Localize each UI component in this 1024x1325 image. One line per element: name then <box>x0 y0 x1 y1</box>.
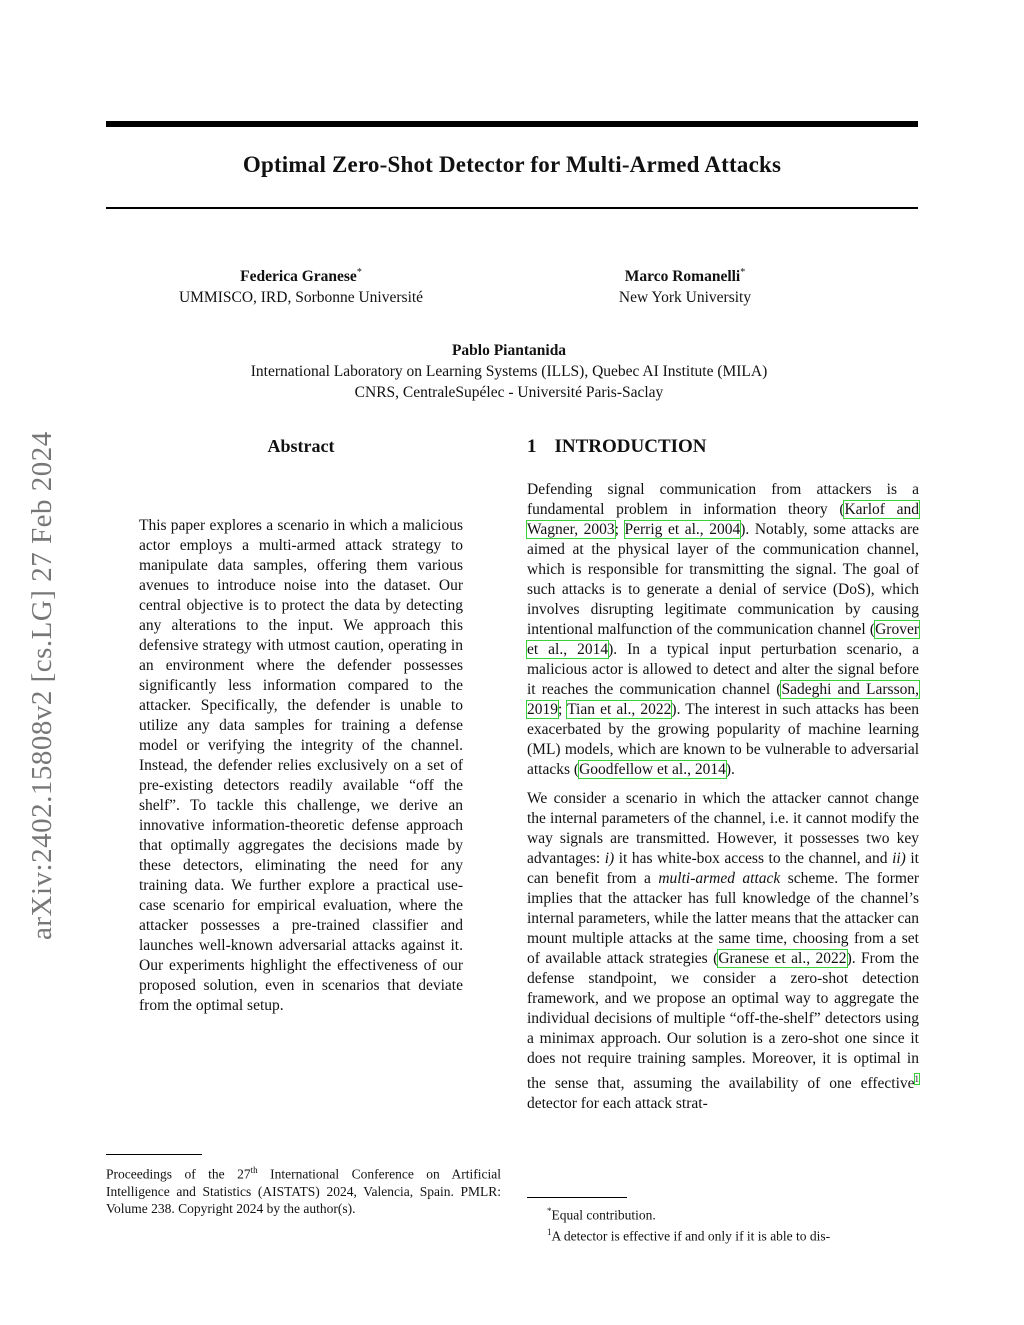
author-block-granese <box>146 262 456 308</box>
paper-title: Optimal Zero-Shot Detector for Multi-Armed Attacks <box>242 152 782 177</box>
citation-link[interactable]: Karlof and Wagner, 2003 <box>527 501 919 538</box>
author-affiliation: International Laboratory on Learning Systems (ILLS), Quebec AI Institute (MILA) <box>250 363 768 380</box>
author-affiliation: CNRS, CentraleSupélec - Université Paris-Saclay <box>354 384 664 401</box>
footnotes <box>527 1203 919 1244</box>
footnote-rule <box>527 1197 627 1198</box>
author-block-romanelli <box>580 262 790 308</box>
footnote-rule <box>106 1154 202 1155</box>
section-title-text: INTRODUCTION <box>554 436 707 457</box>
author-name: Pablo Piantanida <box>451 342 567 359</box>
citation-link[interactable]: Goodfellow et al., 2014 <box>579 761 726 778</box>
introduction-body <box>527 480 919 1123</box>
footnote-1: $^1$A detector is effective if and only if it is able to dis- <box>547 1226 831 1243</box>
section-heading-introduction <box>527 436 919 458</box>
citation-link[interactable]: Grover et al., 2014 <box>527 621 919 658</box>
author-name: Federica Granese* <box>240 267 362 286</box>
title-top-rule <box>106 121 918 127</box>
author-block-piantanida <box>106 340 912 403</box>
citation-link[interactable]: Tian et al., 2022 <box>567 701 672 718</box>
citation-link[interactable]: Sadeghi and Larsson, 2019 <box>527 681 920 718</box>
proceedings-note: Proceedings of the 27th International Conference on Artificial Intelligence and Statistics (AISTATS) 2024, Valencia, Spain. PMLR: Volume 238. Copyright 2024 by the author(s). <box>106 1165 501 1216</box>
author-affiliation: New York University <box>618 289 752 307</box>
title-bottom-rule <box>106 207 918 209</box>
footnote-equal-contribution: *Equal contribution. <box>547 1206 656 1223</box>
citation-link[interactable]: Granese et al., 2022 <box>718 950 847 967</box>
footnote-link[interactable]: 1 <box>914 1074 919 1084</box>
author-affiliation: UMMISCO, IRD, Sorbonne Université <box>178 289 424 307</box>
intro-paragraph-1: Defending signal communication from attackers is a fundamental problem in information theory (Karlof and Wagner, 2003; Perrig et al., 2004). Notably, some attacks are aimed at the physical layer of the communication channel, which is responsible for transmitting the signal. The goal of such attacks is to generate a denial of service (DoS), which involves disrupting legitimate communication by causing intentional malfunction of the communication channel (Grover et al., 2014). In a typical input perturbation scenario, a malicious actor is allowed to detect and alter the signal before it reaches the communication channel (Sadeghi and Larsson, 2019; Tian et al., 2022). The interest in such attacks has been exacerbated by the growing popularity of machine learning (ML) models, which are known to be vulnerable to adversarial attacks (Goodfellow et al., 2014). <box>527 481 920 778</box>
citation-link[interactable]: Perrig et al., 2004 <box>624 521 741 538</box>
intro-paragraph-2: We consider a scenario in which the attacker cannot change the internal parameters of the channel, i.e. it cannot modify the way signals are transmitted. However, it possesses two key advantages: i) it has white-box access to the channel, and ii) it can benefit from a multi-armed attack scheme. The former implies that the attacker has full knowledge of the channel’s internal parameters, while the latter means that the attacker can mount multiple attacks at the same time, choosing from a set of available attack strategies (Granese et al., 2022). From the defense standpoint, we consider a zero-shot detection framework, and we propose an optimal way to aggregate the individual decisions of multiple “off-the-shelf” detectors using a minimax approach. Our solution is a zero-shot one since it does not require training samples. Moreover, it is optimal in the sense that, assuming the availability of one effective$^1$ detector for each attack strat- <box>527 790 920 1113</box>
abstract-text: This paper explores a scenario in which a malicious actor employs a multi-armed attack strategy to manipulate data samples, offering them various avenues to introduce noise into the dataset. Our central objective is to protect the data by detecting any alterations to the input. We approach this defensive strategy with utmost caution, operating in an environment where the defender possesses significantly less information compared to the attacker. Specifically, the defender is unable to utilize any data samples for training a defense model or verifying the integrity of the channel. Instead, the defender relies exclusively on a set of pre-existing detectors readily available “off the shelf”. To tackle this challenge, we derive an innovative information-theoretic defense approach that optimally aggregates the decisions made by these detectors, eliminating the need for any training data. We further explore a practical use-case scenario for empirical evaluation, where the attacker possesses a pre-trained classifier and launches well-known adversarial attacks against it. Our experiments highlight the effectiveness of our proposed solution, even in scenarios that deviate from the optimal setup. <box>139 517 463 1014</box>
arxiv-identifier: arXiv:2402.15808v2 [cs.LG] 27 Feb 2024 <box>26 431 58 940</box>
section-number: 1 <box>527 436 537 457</box>
author-name: Marco Romanelli* <box>624 267 746 286</box>
abstract-heading: Abstract <box>267 436 335 456</box>
